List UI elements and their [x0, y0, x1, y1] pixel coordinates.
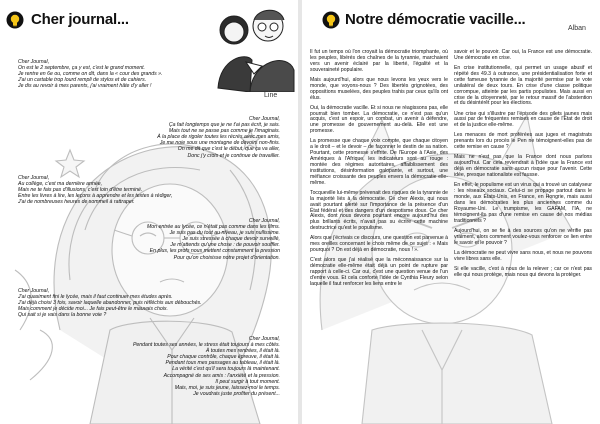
paragraph: savoir et le pouvoir. Car oui, la France est une démocratie. Une démocratie en crise.	[454, 49, 592, 61]
paragraph: Si elle vacille, c'est à nous de la relever ; car ce n'est pas elle qui nous protège, mais nous qui devons la protéger.	[454, 265, 592, 278]
paragraph: Tocqueville lui-même prévenait des risques de la tyrannie de la majorité liés à la démocratie. Ce cher Alexis, qui nous avait pourtant alerté sur l'importance de la présence d'un État fédéral et des dangers d'un despotisme doux. Ce cher Alexis, dont nous devons pourtant encore aujourd'hui des plus brillants écrits, n'avait pas su écrire cette machine destructrice qu'est le populisme.	[310, 189, 448, 232]
paragraph: En effet, le populisme est un virus qui a trouvé un catalyseur : les réseaux sociaux. Celui-ci se propage partout dans le monde, aux États-Unis, en France, en Hongrie, mais aussi dans les démocraties les plus anciennes comme du Royaume-Uni. Le trumpisme, les GAFAM, l'IA, ne témoignent-ils pas d'une remise en cause de nos médias traditionnels ?	[454, 182, 592, 224]
page-title: Notre démocratie vacille...	[345, 11, 526, 28]
left-page	[0, 0, 298, 424]
paragraph: Mais aujourd'hui, alors que nous levons les yeux vers le monde, que voyons-nous ? Des libertés grignotées, des oppositions muselées, des peuples trahis par ceux qu'ils ont élus.	[310, 76, 448, 101]
author-name: Line	[264, 92, 278, 99]
stanza: Cher Journal, On est le 2 septembre, ça y est, c'est le grand moment. Je rentre en 6e ou, comme on dit, dans la « cour des grands ». J'ai un cartable trop lourd rempli de stylos et de cahiers. Je dis au revoir à mes parents, j'ai vraiment hâte d'y aller !	[18, 59, 163, 90]
author-name: Alban	[568, 25, 586, 32]
page-title: Cher journal...	[31, 11, 129, 28]
paragraph: En crise institutionnelle, qui permet un usage abusif et répété des 49.3 à outrance, une présidentialisation forte et cette fameuse tyrannie de la majorité permise par le vote unilatéral de deux tours. En crise d'une classe politique corrompue, atteinte par les partis populistes. Mais aussi en crise de la citoyenneté, par le retour massif de l'abstention et du désintérêt pour les élections.	[454, 65, 592, 107]
right-page	[302, 0, 600, 424]
paragraph: C'est alors que j'ai réalisé que la méconnaissance sur la démocratie elle-même était déjà un point de rupture par rapport à celle-ci. Car oui, c'est une question venue de l'un d'entre vous. Et cela conforte l'idée de Cynthia Fleury selon laquelle il faut renforcer les liens entre le	[310, 257, 448, 287]
paragraph: Mais ne n'est pas que la France dont nous parlons aujourd'hui. Car cela reviendrait à l'idée que la France est déjà en démocratie sans aucun risque pour l'avenir. Cette idée, presque nationaliste est fausse.	[454, 154, 592, 179]
stanza: Cher Journal, Au collège, c'est ma dernière année, Mais ne te fais pas d'illusions, c'est loin d'être terminé. Entre les livres à lire, les leçons à apprendre et les textes à rédiger, J'ai de nombreuses heures de sommeil à rattraper.	[18, 175, 173, 206]
lightbulb-icon	[322, 11, 340, 29]
paragraph: La promesse que chaque voix compte, que chaque citoyen a le droit – et le devoir – de façonner le destin de sa nation. Pourtant, cette promesse s'effrite. De l'Europe à l'Asie, des Amériques à l'Afrique, les indicateurs sont au rouge : montée des régimes autoritaires, affaiblissement des institutions, désinformation galopante, et surtout, une méfiance croissante des peuples envers la démocratie elle-même.	[310, 138, 448, 186]
paragraph: Oui, la démocratie vacille. Et si nous ne réagissons pas, elle pourrait bien tomber. La démocratie, ce n'est pas qu'un acquis, c'est un espoir, un combat, un avenir à défendre, une promesse de gouvernement au-delà. Elle est une promesse.	[310, 104, 448, 135]
poem	[0, 0, 298, 424]
paragraph: Il fut un temps où l'on croyait la démocratie triomphante, où les peuples, libérés des chaînes de la tyrannie, marchaient vers un avenir éclairé par la liberté, l'égalité et la souveraineté populaire.	[310, 49, 448, 73]
article-column-left	[310, 50, 448, 292]
stanza: Cher Journal, J'ai quasiment fini le lycée, mais il faut continuer mes études après. J'ai déjà choisi 3 fois, savoir laquelle abandonner, puis réfléchis aux débouchés. Mais comment je décide moi... Je fais peut-être le mauvais choix. Qui sait si je vais dans la bonne voie ?	[18, 288, 202, 319]
article-column-right	[454, 50, 592, 283]
paragraph: Les menaces de mort proférées aux juges et magistrats prenants lors du procès le Pen ne témoignent-elles pas de cette remise en cause ?	[454, 132, 592, 151]
paragraph: Alors que j'écrivais ce discours, une question est parvenue à mes oreilles concernant le choix même de ce sujet : « Mais pourquoi ? On est déjà en démocratie, nous ! ».	[310, 235, 448, 254]
stanza: Cher Journal, Mon entrée au lycée, ce n'était pas comme dans les films. Je suis pas du tout au niveau, je suis nullissime. Je suis stressée à chaque devoir surveillé, Je m'attends qu'une chose : de pouvoir souffler. En plus, les profs nous mettent constamment la pression Pour qu'on choisisse notre projet d'orientation.	[146, 218, 280, 261]
stanza: Cher Journal, Pendant toutes ses années, le stress était toujours à mes côtés. À toutes mes rentrées, il était là. Pour chaque contrôle, chaque épreuve, il était là. Pendant tous mes passages au tableau, il était là. La vérité c'est qu'il sera toujours là maintenant. Accompagné de ses amis : l'anxiété et la pression. Il peut surgir à tout moment. Mais, moi, je suis jeune, laissez-moi le temps. Je voudrais juste profiter du présent...	[132, 336, 280, 397]
paragraph: Aujourd'hui, on se fie à des sources qu'on ne vérifie pas vraiment, alors comment voulez-vous renforcer ce lien entre le savoir et le pouvoir ?	[454, 227, 592, 246]
stanza: Cher Journal, Ça fait longtemps que je ne t'ai pas écrit, je sais. Mais tout ne se passe pas comme je l'imaginais. À la place de rigoler toutes les récrés avec mes amis, Je me noie sous une montagne de devoirs non-finis. On me dit que c'est le début, que ça va aller, Donc j'y crois et je continue de travailler.	[157, 116, 280, 159]
paragraph: Une crise qui s'illustre par l'épisode des gilets jaunes mais aussi par de fréquentes remises en cause de l'État de droit et de la justice elle-même.	[454, 110, 592, 129]
paragraph: La démocratie ne peut vivre sans nous, et nous ne pouvons vivre libres sans elle.	[454, 249, 592, 262]
